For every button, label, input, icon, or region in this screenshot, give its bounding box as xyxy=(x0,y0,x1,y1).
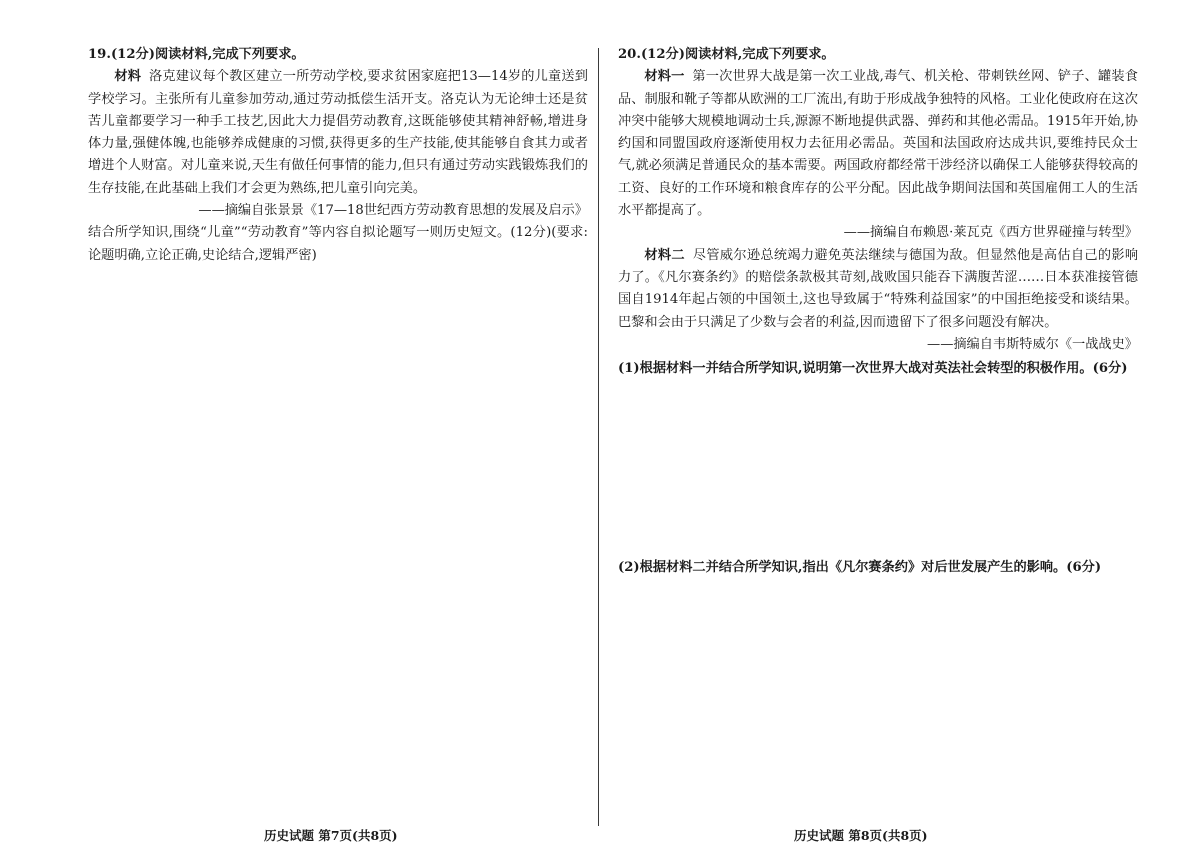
q20-material-2-citation: ——摘编自韦斯特威尔《一战战史》 xyxy=(927,336,1138,352)
q20-material-2 xyxy=(618,245,1138,334)
q20-material-1 xyxy=(618,66,1138,222)
q19-material-label: 材料 xyxy=(114,69,142,85)
q20-material-1-citation: ——摘编自布赖恩·莱瓦克《西方世界碰撞与转型》 xyxy=(843,225,1138,241)
question-20 xyxy=(618,44,1138,580)
question-19 xyxy=(88,44,588,267)
q19-material-text: 洛克建议每个教区建立一所劳动学校,要求贫困家庭把13—14岁的儿童送到学校学习。主张所有儿童参加劳动,通过劳动抵偿生活开支。洛克认为无论绅士还是贫苦儿童都要学习一种手工技艺,因此大力提倡劳动教育,这既能够使其精神舒畅,增进身体力量,强健体魄,也能够养成健康的习惯,获得更多的生产技能,使其能够自食其力或者增进个人财富。对儿童来说,天生有做任何事情的能力,但只有通过劳动实践锻炼我们的生存技能,在此基础上我们才会更为熟练,把儿童引向完美。 xyxy=(88,69,588,196)
q20-material-2-label: 材料二 xyxy=(644,247,685,263)
q20-material-1-text: 第一次世界大战是第一次工业战,毒气、机关枪、带刺铁丝网、铲子、罐装食品、制服和靴子等都从欧洲的工厂流出,有助于形成战争独特的风格。工业化使政府在这次冲突中能够大规模地调动士兵,源源不断地提供武器、弹药和其他必需品。1915年开始,协约国和同盟国政府逐渐使用权力去征用必需品。英国和法国政府达成共识,要维持民众士气,就必须满足普通民众的基本需要。两国政府都经常干涉经济以确保工人能够获得较高的工资、良好的工作环境和粮食库存的公平分配。因此战争期间法国和英国雇佣工人的生活水平都提高了。 xyxy=(618,69,1138,219)
page-divider xyxy=(598,48,599,826)
q19-material xyxy=(88,66,588,200)
q20-sub-question-1: (1)根据材料一并结合所学知识,说明第一次世界大战对英法社会转型的积极作用。(6分) xyxy=(618,361,1128,377)
page-footer-left: 历史试题 第7页(共8页) xyxy=(264,828,398,843)
page-footer-right: 历史试题 第8页(共8页) xyxy=(794,828,928,843)
q20-header: 20.(12分)阅读材料,完成下列要求。 xyxy=(618,47,835,62)
q20-material-1-label: 材料一 xyxy=(644,69,685,85)
q19-header: 19.(12分)阅读材料,完成下列要求。 xyxy=(88,47,305,62)
q19-task: 结合所学知识,围绕“儿童”“劳动教育”等内容自拟论题写一则历史短文。(12分)(要求:论题明确,立论正确,史论结合,逻辑严密) xyxy=(88,225,588,263)
q19-citation: ——摘编自张景景《17—18世纪西方劳动教育思想的发展及启示》 xyxy=(198,203,588,219)
q20-answer-space-1 xyxy=(618,380,1138,557)
q20-material-2-text: 尽管威尔逊总统竭力避免英法继续与德国为敌。但显然他是高估自己的影响力了。《凡尔赛条约》的赔偿条款极其苛刻,战败国只能吞下满腹苦涩……日本获准接管德国自1914年起占领的中国领土,这也导致属于“特殊利益国家”的中国拒绝接受和谈结果。巴黎和会由于只满足了少数与会者的利益,因而遗留下了很多问题没有解决。 xyxy=(618,247,1139,330)
q20-sub-question-2: (2)根据材料二并结合所学知识,指出《凡尔赛条约》对后世发展产生的影响。(6分) xyxy=(618,560,1102,576)
